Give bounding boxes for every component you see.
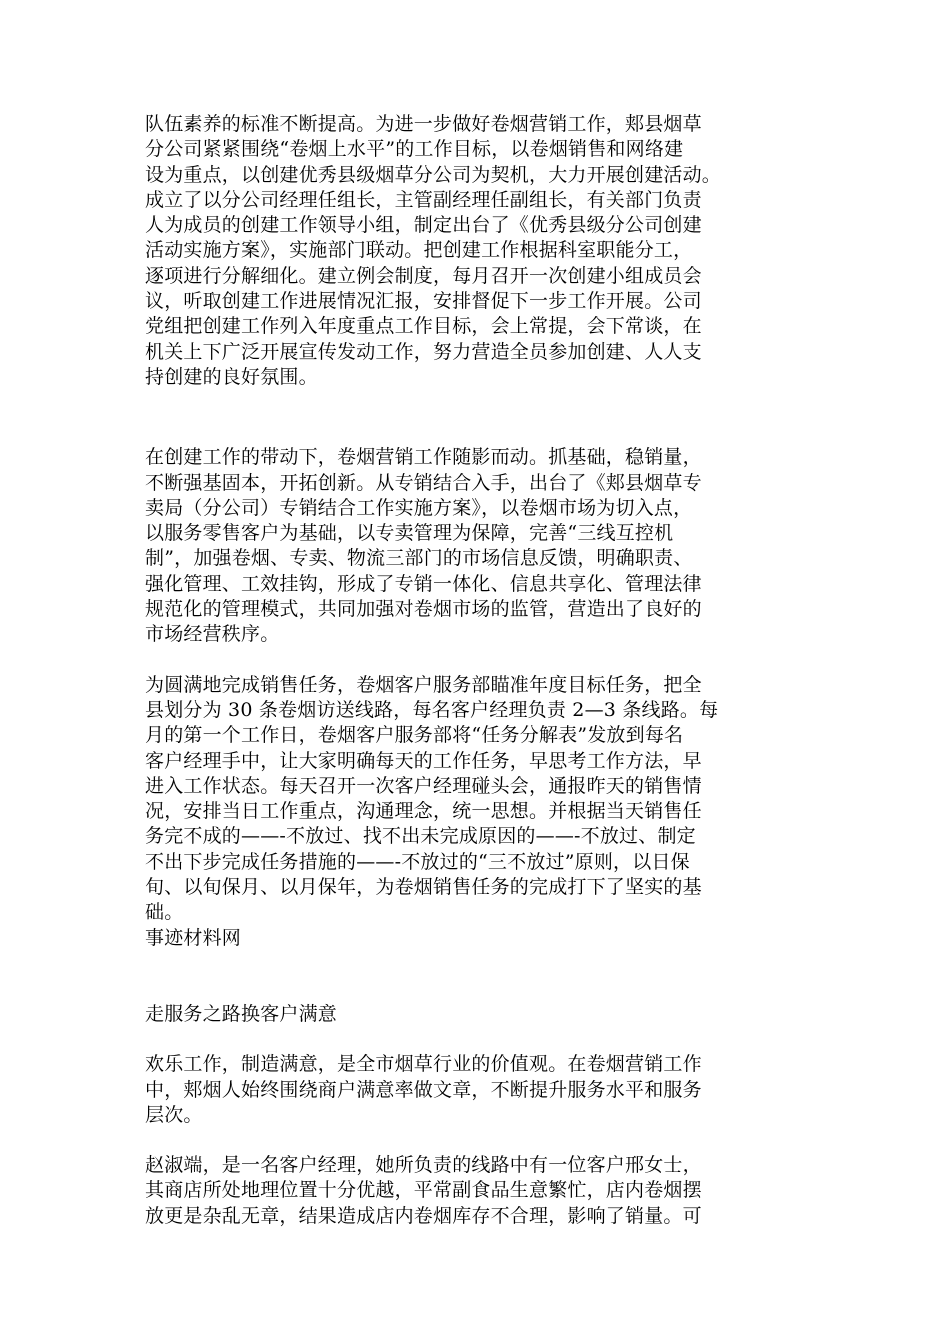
paragraph-team-quality: 队伍素养的标准不断提高。为进一步做好卷烟营销工作，郏县烟草 分公司紧紧围绕“卷烟上水平”的工作目标，以卷烟销售和网络建 设为重点，以创建优秀县级烟草分公司为契机，大力开展创建活动。 成立了以分公司经理任组长，主管副经理任副组长，有关部门负责 人为成员的创建工作领导小组，制定出台了《优秀县级分公司创建 活动实施方案》，实施部门联动。把创建工作根据科室职能分工， 逐项进行分解细化。建立例会制度，每月召开一次创建小组成员会 议，听取创建工作进展情况汇报，安排督促下一步工作开展。公司 党组把创建工作列入年度重点工作目标，会上常提，会下常谈，在 机关上下广泛开展宣传发动工作，努力营造全员参加创建、人人支 持创建的良好氛围。 (145, 113, 722, 388)
paragraph-customer-manager: 赵淑端，是一名客户经理，她所负责的线路中有一位客户邢女士， 其商店所处地理位置十分优越，平常副食品生意繁忙，店内卷烟摆 放更是杂乱无章，结果造成店内卷烟库存不合理，影响了销量。可 (145, 1154, 702, 1227)
section-heading-service: 走服务之路换客户满意 (145, 1002, 338, 1025)
paragraph-spacer (145, 390, 815, 445)
paragraph-spacer (145, 648, 815, 673)
paragraph-sales-task: 为圆满地完成销售任务，卷烟客户服务部瞄准年度目标任务，把全 县划分为 30 条卷烟访送线路，每名客户经理负责 2—3 条线路。每 月的第一个工作日，卷烟客户服务部将“任务分解表”发放到每名 客户经理手中，让大家明确每天的工作任务，早思考工作方法，早 进入工作状态。每天召开一次客户经理碰头会，通报昨天的销售情 况，安排当日工作重点，沟通理念，统一思想。并根据当天销售任 务完不成的——-不放过、找不出未完成原因的——-不放过、制定 不出下步完成任务措施的——-不放过的“三不放过”原则，以日保 旬、以旬保月、以月保年，为卷烟销售任务的完成打下了坚实的基 础。 事迹材料网 (145, 673, 719, 949)
paragraph-spacer (145, 1128, 815, 1153)
paragraph-spacer (145, 1027, 815, 1052)
document-page (145, 112, 815, 1229)
paragraph-values: 欢乐工作，制造满意，是全市烟草行业的价值观。在卷烟营销工作 中，郏烟人始终围绕商户满意率做文章，不断提升服务水平和服务 层次。 (145, 1053, 702, 1126)
paragraph-marketing-drive: 在创建工作的带动下，卷烟营销工作随影而动。抓基础，稳销量， 不断强基固本，开拓创新。从专销结合入手，出台了《郏县烟草专 卖局（分公司）专销结合工作实施方案》，以卷烟市场为切入点， 以服务零售客户为基础，以专卖管理为保障，完善“三线互控机 制”，加强卷烟、专卖、物流三部门的市场信息反馈，明确职责、 强化管理、工效挂钩，形成了专销一体化、信息共享化、管理法律 规范化的管理模式，共同加强对卷烟市场的监管，营造出了良好的 市场经营秩序。 (145, 446, 702, 646)
paragraph-spacer (145, 951, 815, 1002)
